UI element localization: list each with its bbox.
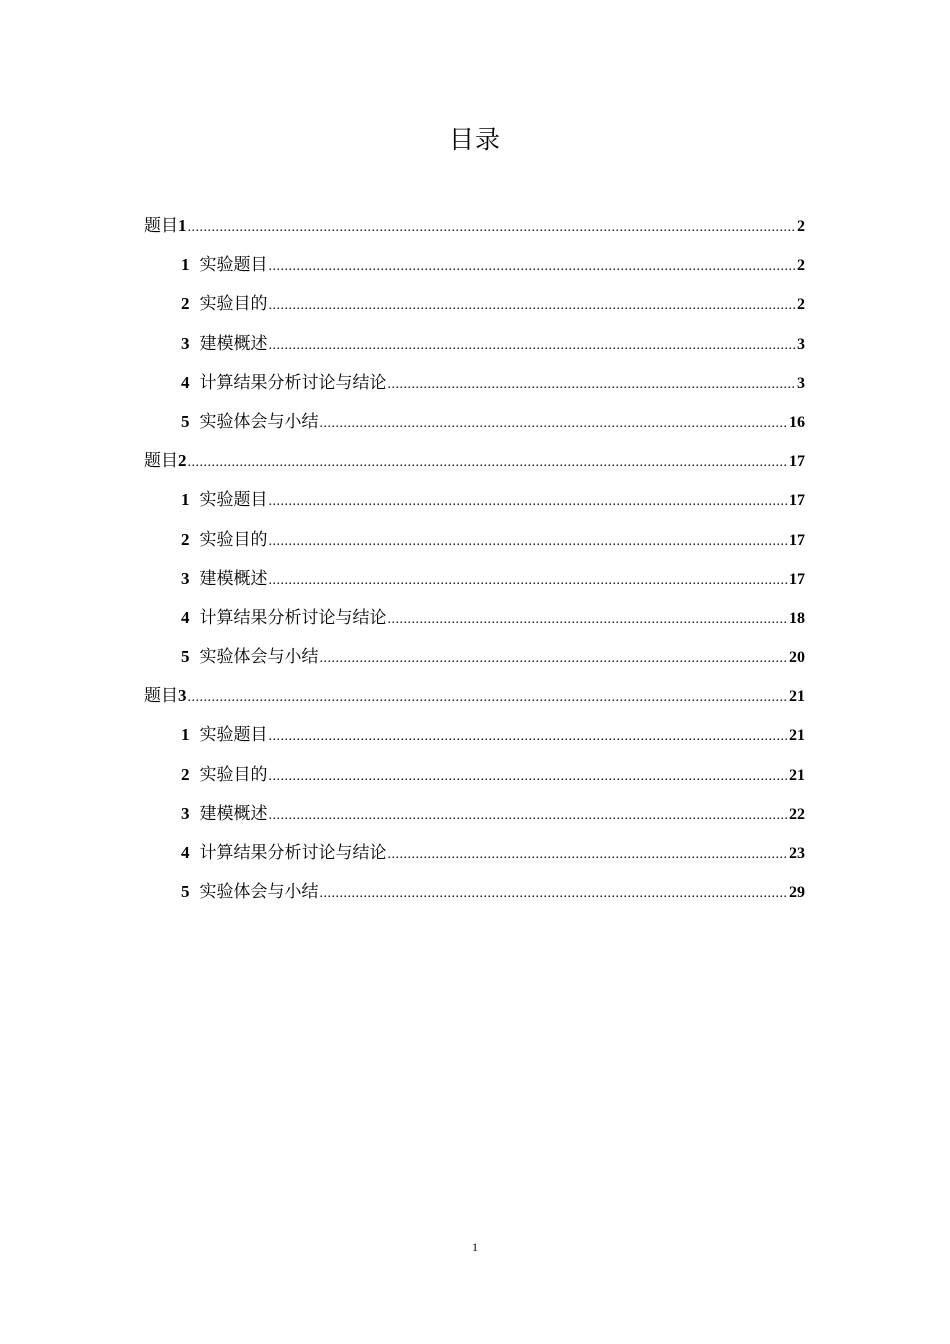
toc-subentry-label: 实验目的	[199, 529, 268, 550]
toc-page-number: 23	[789, 845, 805, 862]
toc-page-number: 2	[797, 296, 805, 314]
toc-subentry-number: 1	[181, 255, 190, 275]
toc-page-number: 22	[789, 805, 805, 823]
toc-entry-label: 题目	[144, 216, 178, 236]
toc-subentry-number: 2	[181, 529, 190, 549]
toc-subentry-number: 2	[181, 764, 190, 784]
toc-subentry[interactable]	[144, 637, 805, 676]
toc-subentry[interactable]	[144, 598, 805, 637]
toc-page-number: 17	[789, 570, 805, 588]
toc-subentry-label: 实验题目	[199, 725, 268, 746]
toc-subentry-label: 建模概述	[199, 803, 268, 824]
toc-subentry[interactable]	[144, 872, 805, 911]
toc-page-number: 18	[789, 609, 805, 627]
dot-leader	[320, 874, 789, 913]
page-title: 目录	[448, 125, 501, 154]
dot-leader	[388, 600, 789, 639]
toc-subentry[interactable]	[144, 363, 805, 402]
dot-leader	[388, 835, 789, 874]
toc-subentry[interactable]	[144, 480, 805, 519]
dot-leader	[269, 522, 789, 561]
toc-subentry[interactable]	[144, 245, 805, 284]
toc-subentry-number: 5	[181, 882, 190, 902]
toc-page-number: 17	[789, 492, 805, 510]
toc-subentry-number: 5	[181, 647, 190, 667]
dot-leader	[320, 404, 789, 443]
toc-subentry-label: 计算结果分析讨论与结论	[199, 607, 387, 628]
dot-leader	[188, 678, 789, 717]
toc-page-number: 2	[797, 257, 805, 275]
toc-entry-label: 题目	[144, 686, 178, 707]
toc-subentry-label: 实验题目	[199, 490, 268, 511]
toc-subentry[interactable]	[144, 755, 805, 794]
toc-subentry-label: 实验体会与小结	[199, 647, 319, 668]
toc-subentry[interactable]	[144, 559, 805, 598]
toc-subentry-number: 4	[181, 843, 190, 862]
toc-subentry-number: 2	[181, 294, 190, 314]
toc-page-number: 3	[797, 335, 805, 353]
toc-page-number: 21	[789, 766, 805, 784]
toc-page-number: 17	[789, 453, 805, 471]
toc-subentry-number: 3	[181, 333, 190, 353]
dot-leader	[388, 365, 797, 404]
toc-page-number: 3	[797, 374, 805, 392]
toc-page-number: 2	[797, 218, 805, 235]
dot-leader	[188, 208, 797, 247]
dot-leader	[269, 757, 789, 796]
toc-subentry[interactable]	[144, 715, 805, 754]
toc-subentry-label: 实验目的	[199, 764, 268, 785]
toc-subentry-number: 3	[181, 803, 190, 823]
toc-entry-topic-1[interactable]	[144, 206, 805, 245]
toc-subentry-label: 实验目的	[199, 294, 268, 315]
toc-page-number: 21	[789, 727, 805, 745]
toc-entry-topic-3[interactable]	[144, 676, 805, 715]
dot-leader	[269, 796, 789, 835]
toc-subentry-number: 3	[181, 568, 190, 588]
toc-entry-topic-2[interactable]	[144, 441, 805, 480]
toc-page-number: 17	[789, 531, 805, 549]
toc-subentry-number: 5	[181, 411, 190, 431]
dot-leader	[269, 482, 789, 521]
toc-subentry-label: 建模概述	[199, 568, 268, 589]
toc-subentry-label: 实验体会与小结	[199, 411, 319, 432]
toc-subentry-number: 1	[181, 490, 190, 510]
toc-page-number: 29	[789, 884, 805, 902]
dot-leader	[188, 443, 789, 482]
toc-subentry[interactable]	[144, 284, 805, 323]
toc-subentry-label: 计算结果分析讨论与结论	[199, 372, 387, 393]
table-of-contents	[144, 206, 805, 911]
toc-subentry-label: 实验体会与小结	[199, 882, 319, 903]
toc-page-number: 21	[789, 688, 805, 706]
toc-subentry[interactable]	[144, 324, 805, 363]
toc-page-number: 16	[789, 413, 805, 431]
toc-subentry-number: 1	[181, 725, 190, 745]
toc-entry-label: 题目	[144, 451, 178, 472]
dot-leader	[269, 247, 797, 286]
toc-subentry[interactable]	[144, 794, 805, 833]
toc-page-number: 20	[789, 649, 805, 667]
dot-leader	[269, 286, 797, 325]
toc-subentry-label: 计算结果分析讨论与结论	[199, 843, 387, 863]
toc-subentry[interactable]	[144, 402, 805, 441]
dot-leader	[269, 326, 797, 365]
toc-subentry[interactable]	[144, 833, 805, 872]
toc-subentry-label: 实验题目	[199, 255, 268, 276]
dot-leader	[269, 717, 789, 756]
toc-entry-number: 3	[178, 686, 187, 706]
dot-leader	[320, 639, 789, 678]
dot-leader	[269, 561, 789, 600]
toc-subentry-number: 4	[181, 372, 190, 392]
toc-entry-number: 1	[178, 216, 187, 235]
toc-subentry-label: 建模概述	[199, 333, 268, 354]
toc-entry-number: 2	[178, 451, 187, 471]
page-footer-number: 1	[472, 1240, 478, 1254]
toc-subentry[interactable]	[144, 520, 805, 559]
toc-subentry-number: 4	[181, 607, 190, 627]
